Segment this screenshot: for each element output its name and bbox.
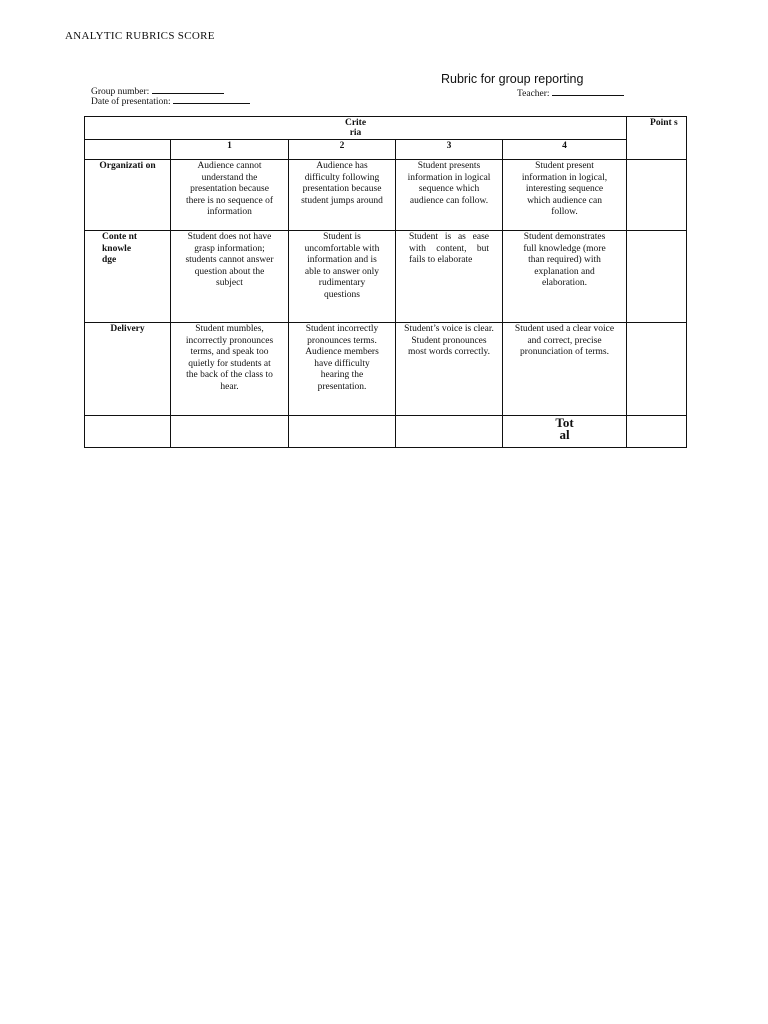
document-header: ANALYTIC RUBRICS SCORE bbox=[65, 30, 215, 42]
rubric-cell: Student presents information in logical sequence which audience can follow. bbox=[396, 160, 503, 231]
points-cell[interactable] bbox=[627, 160, 687, 231]
rubric-title: Rubric for group reporting bbox=[441, 72, 584, 86]
total-row-empty-cell bbox=[171, 416, 289, 448]
teacher-field[interactable] bbox=[517, 87, 624, 99]
row-label: Organizati on bbox=[85, 160, 171, 231]
teacher-blank[interactable] bbox=[552, 87, 624, 96]
total-row bbox=[85, 416, 687, 448]
rubric-cell: Student does not have grasp information; students cannot answer question about the subject bbox=[171, 231, 289, 323]
rubric-cell: Audience has difficulty following presentation because student jumps around bbox=[289, 160, 396, 231]
rubric-cell: Student is uncomfortable with information and is able to answer only rudimentary questions bbox=[289, 231, 396, 323]
date-label: Date of presentation: bbox=[91, 97, 171, 107]
rubric-row-organization bbox=[85, 160, 687, 231]
level-2-header: 2 bbox=[289, 140, 396, 160]
level-3-header: 3 bbox=[396, 140, 503, 160]
group-number-blank[interactable] bbox=[152, 85, 224, 94]
date-blank[interactable] bbox=[173, 95, 250, 104]
level-4-header: 4 bbox=[503, 140, 627, 160]
points-cell[interactable] bbox=[627, 323, 687, 416]
rubric-row-content-knowledge bbox=[85, 231, 687, 323]
points-header: Point s bbox=[627, 117, 687, 160]
date-of-presentation-field[interactable] bbox=[91, 95, 250, 107]
row-label: Delivery bbox=[85, 323, 171, 416]
total-row-empty-cell bbox=[396, 416, 503, 448]
rubric-cell: Student demonstrates full knowledge (more than required) with explanation and elaboration. bbox=[503, 231, 627, 323]
group-number-label: Group number: bbox=[91, 87, 150, 97]
levels-corner-cell bbox=[85, 140, 171, 160]
levels-row bbox=[85, 140, 687, 160]
rubric-cell: Student’s voice is clear. Student pronounces most words correctly. bbox=[396, 323, 503, 416]
criteria-header-row bbox=[85, 117, 687, 140]
rubric-table bbox=[84, 116, 687, 448]
level-1-header: 1 bbox=[171, 140, 289, 160]
rubric-cell: Student incorrectly pronounces terms. Audience members have difficulty hearing the presentation. bbox=[289, 323, 396, 416]
total-row-empty-cell bbox=[85, 416, 171, 448]
teacher-label: Teacher: bbox=[517, 89, 550, 99]
total-row-empty-cell bbox=[289, 416, 396, 448]
rubric-row-delivery bbox=[85, 323, 687, 416]
rubric-cell: Student present information in logical, interesting sequence which audience can follow. bbox=[503, 160, 627, 231]
points-cell[interactable] bbox=[627, 231, 687, 323]
row-label: Conte nt knowle dge bbox=[85, 231, 171, 323]
total-points-cell[interactable] bbox=[627, 416, 687, 448]
rubric-cell: Audience cannot understand the presentation because there is no sequence of information bbox=[171, 160, 289, 231]
total-label: Tot al bbox=[503, 416, 627, 448]
criteria-header: Crite ria bbox=[85, 117, 627, 140]
rubric-cell: Student mumbles, incorrectly pronounces terms, and speak too quietly for students at the back of the class to hear. bbox=[171, 323, 289, 416]
rubric-cell: Student used a clear voice and correct, precise pronunciation of terms. bbox=[503, 323, 627, 416]
rubric-cell: Student is as ease with content, but fails to elaborate bbox=[396, 231, 503, 323]
